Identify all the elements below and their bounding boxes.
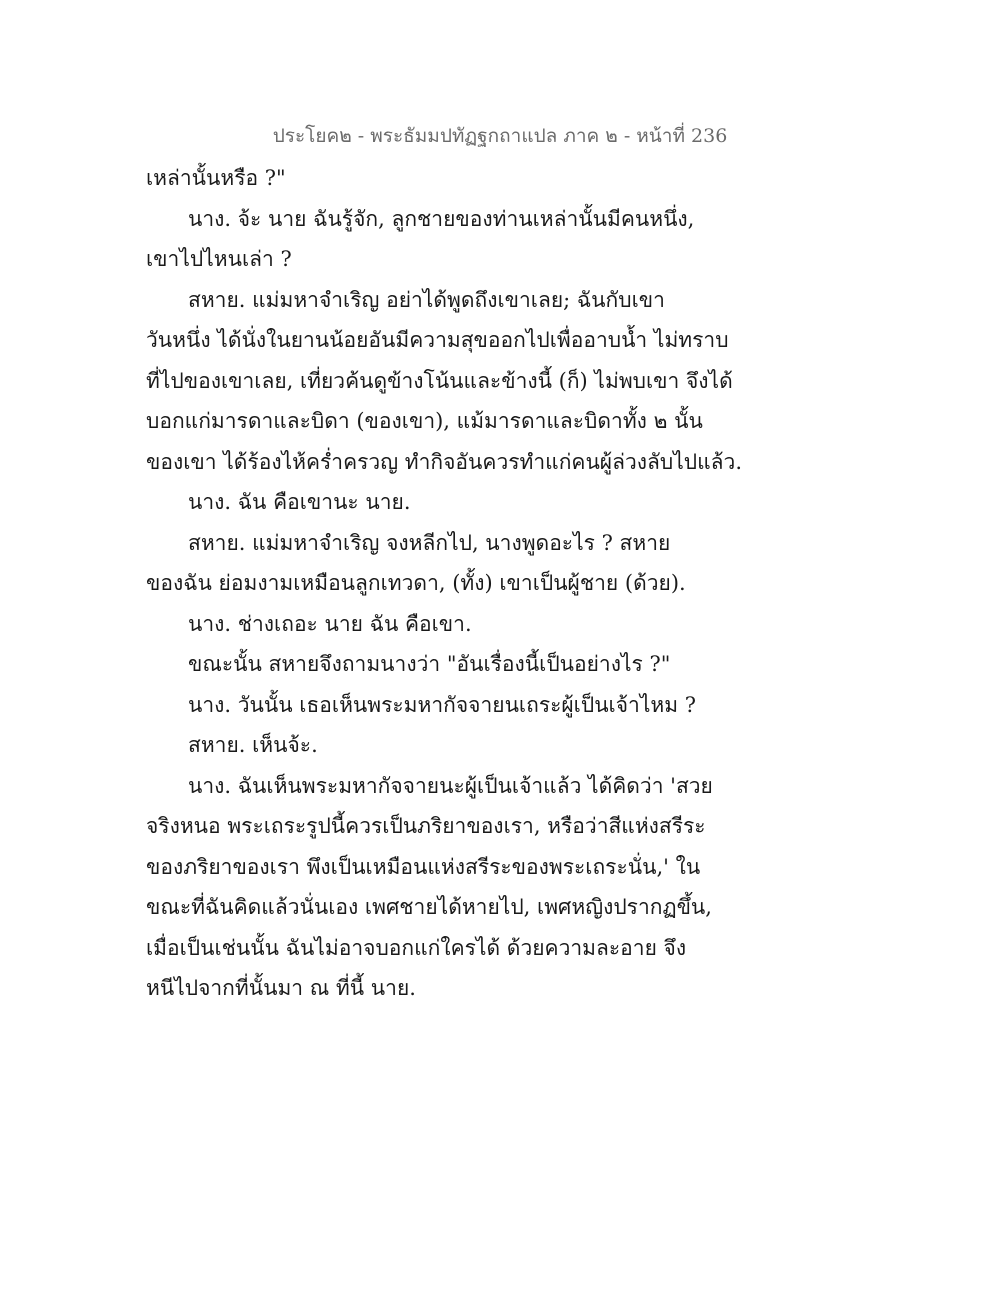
text-line: สหาย. แม่มหาจำเริญ จงหลีกไป, นางพูดอะไร ? สหาย bbox=[188, 530, 671, 555]
text-line: ของเขา ได้ร้องไห้คร่ำครวญ ทำกิจอันควรทำแก่คนผู้ล่วงลับไปแล้ว. bbox=[146, 449, 742, 474]
text-line: สหาย. แม่มหาจำเริญ อย่าได้พูดถึงเขาเลย; ฉันกับเขา bbox=[188, 287, 665, 312]
text-line: นาง. จ้ะ นาย ฉันรู้จัก, ลูกชายของท่านเหล่านั้นมีคนหนึ่ง, bbox=[188, 206, 695, 231]
text-line: นาง. ฉันเห็นพระมหากัจจายนะผู้เป็นเจ้าแล้ว ได้คิดว่า 'สวย bbox=[188, 773, 713, 798]
running-header: ประโยค๒ - พระธัมมปทัฏฐกถาแปล ภาค ๒ - หน้าที่ 236 bbox=[272, 125, 728, 147]
text-line: นาง. ฉัน คือเขานะ นาย. bbox=[188, 490, 411, 514]
text-line: เหล่านั้นหรือ ?" bbox=[146, 166, 286, 190]
body-text bbox=[146, 158, 742, 1009]
text-line: วันหนึ่ง ได้นั่งในยานน้อยอันมีความสุขออกไปเพื่ออาบน้ำ ไม่ทราบ bbox=[146, 328, 729, 352]
text-line: หนีไปจากที่นั้นมา ณ ที่นี้ นาย. bbox=[146, 976, 416, 1000]
text-line: ขณะนั้น สหายจึงถามนางว่า "อันเรื่องนี้เป็นอย่างไร ?" bbox=[188, 652, 671, 676]
text-line: เขาไปไหนเล่า ? bbox=[146, 247, 292, 271]
text-line: จริงหนอ พระเถระรูปนี้ควรเป็นภริยาของเรา, หรือว่าสีแห่งสรีระ bbox=[146, 814, 706, 838]
text-line: เมื่อเป็นเช่นนั้น ฉันไม่อาจบอกแก่ใครได้ ด้วยความละอาย จึง bbox=[146, 935, 687, 960]
text-line: นาง. วันนั้น เธอเห็นพระมหากัจจายนเถระผู้เป็นเจ้าไหม ? bbox=[188, 692, 696, 717]
text-line: ของภริยาของเรา พึงเป็นเหมือนแห่งสรีระของพระเถระนั่น,' ใน bbox=[146, 854, 701, 879]
text-line: ขณะที่ฉันคิดแล้วนั่นเอง เพศชายได้หายไป, เพศหญิงปรากฏขึ้น, bbox=[146, 895, 712, 919]
text-line: สหาย. เห็นจ้ะ. bbox=[188, 733, 318, 757]
text-line: บอกแก่มารดาและบิดา (ของเขา), แม้มารดาและบิดาทั้ง ๒ นั้น bbox=[146, 409, 703, 433]
text-line: ของฉัน ย่อมงามเหมือนลูกเทวดา, (ทั้ง) เขาเป็นผู้ชาย (ด้วย). bbox=[146, 571, 686, 595]
text-line: นาง. ช่างเถอะ นาย ฉัน คือเขา. bbox=[188, 611, 472, 636]
text-line: ที่ไปของเขาเลย, เที่ยวค้นดูข้างโน้นและข้างนี้ (ก็) ไม่พบเขา จึงได้ bbox=[146, 368, 733, 393]
